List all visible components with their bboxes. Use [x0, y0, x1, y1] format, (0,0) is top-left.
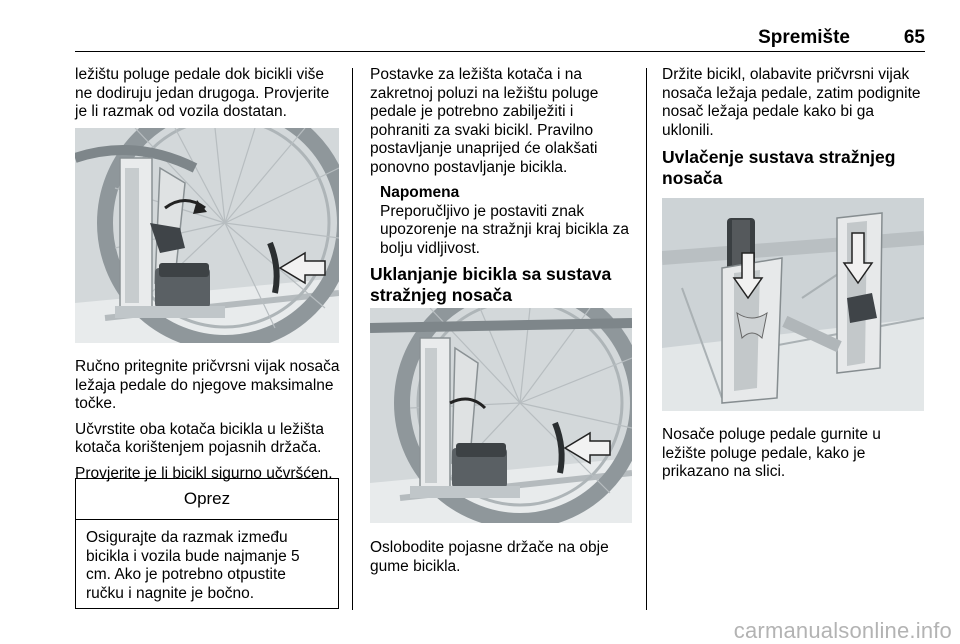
- paragraph-remove-holder: Držite bicikl, olabavite pričvrsni vijak nosača ležaja pedale, zatim podignite nosač ležaja pedale kako bi ga uklonili.: [662, 66, 921, 139]
- column-2: [370, 66, 636, 317]
- paragraph-straps: Učvrstite oba kotača bicikla u ležišta kotača korištenjem pojasnih držača.: [75, 420, 324, 456]
- figure-pedal-holder-tighten: [75, 128, 339, 343]
- column-divider-1: [352, 68, 353, 610]
- column-2-lower: [370, 539, 636, 583]
- warning-title: Oprez: [76, 479, 338, 520]
- note: [380, 184, 636, 258]
- heading-retract-carrier: Uvlačenje sustava stražnjeg nosača: [662, 147, 896, 188]
- note-body: Preporučljivo je postaviti znak upozorenje na stražnji kraj bicikla za bolju vidljivost.: [380, 202, 629, 257]
- header-rule: [75, 51, 925, 52]
- column-3-lower: [662, 426, 926, 489]
- paragraph-settings: Postavke za ležišta kotača i na zakretnoj poluzi na ležištu poluge pedale je potrebno zabilježiti i pohraniti za svaki bicikl. Pravilno postavljanje unaprijed će olakšati ponovno postavljanje bicikla.: [370, 66, 599, 176]
- page-number: 65: [903, 27, 925, 48]
- paragraph-check: Provjerite je li bicikl sigurno učvršćen.: [75, 464, 333, 482]
- caption-release-straps: Oslobodite pojasne držače na obje gume bicikla.: [370, 539, 609, 575]
- note-title: Napomena: [380, 184, 460, 201]
- watermark: carmanualsonline.info: [733, 618, 952, 643]
- section-title: Spremište: [758, 27, 850, 48]
- column-divider-2: [646, 68, 647, 610]
- figure-release-straps: [370, 308, 632, 523]
- figure-insert-pedal-holders: [662, 198, 924, 411]
- caption-insert-holders: Nosače poluge pedale gurnite u ležište poluge pedale, kako je prikazano na slici.: [662, 426, 881, 480]
- column-3: [662, 66, 926, 200]
- paragraph-intro: ležištu poluge pedale dok bicikli više ne dodiruju jedan drugoga. Provjerite je li razmak od vozila dostatan.: [75, 66, 330, 120]
- warning-body: Osigurajte da razmak između bicikla i vozila bude najmanje 5 cm. Ako je potrebno otpustite ručku i nagnite je bočno.: [86, 529, 300, 602]
- paragraph-tighten: Ručno pritegnite pričvrsni vijak nosača ležaja pedale do njegove maksimalne točke.: [75, 358, 340, 412]
- column-1: [75, 66, 343, 129]
- column-1-lower: [75, 358, 343, 490]
- heading-remove-bicycle: Uklanjanje bicikla sa sustava stražnjeg nosača: [370, 264, 612, 305]
- warning-box: [75, 478, 339, 609]
